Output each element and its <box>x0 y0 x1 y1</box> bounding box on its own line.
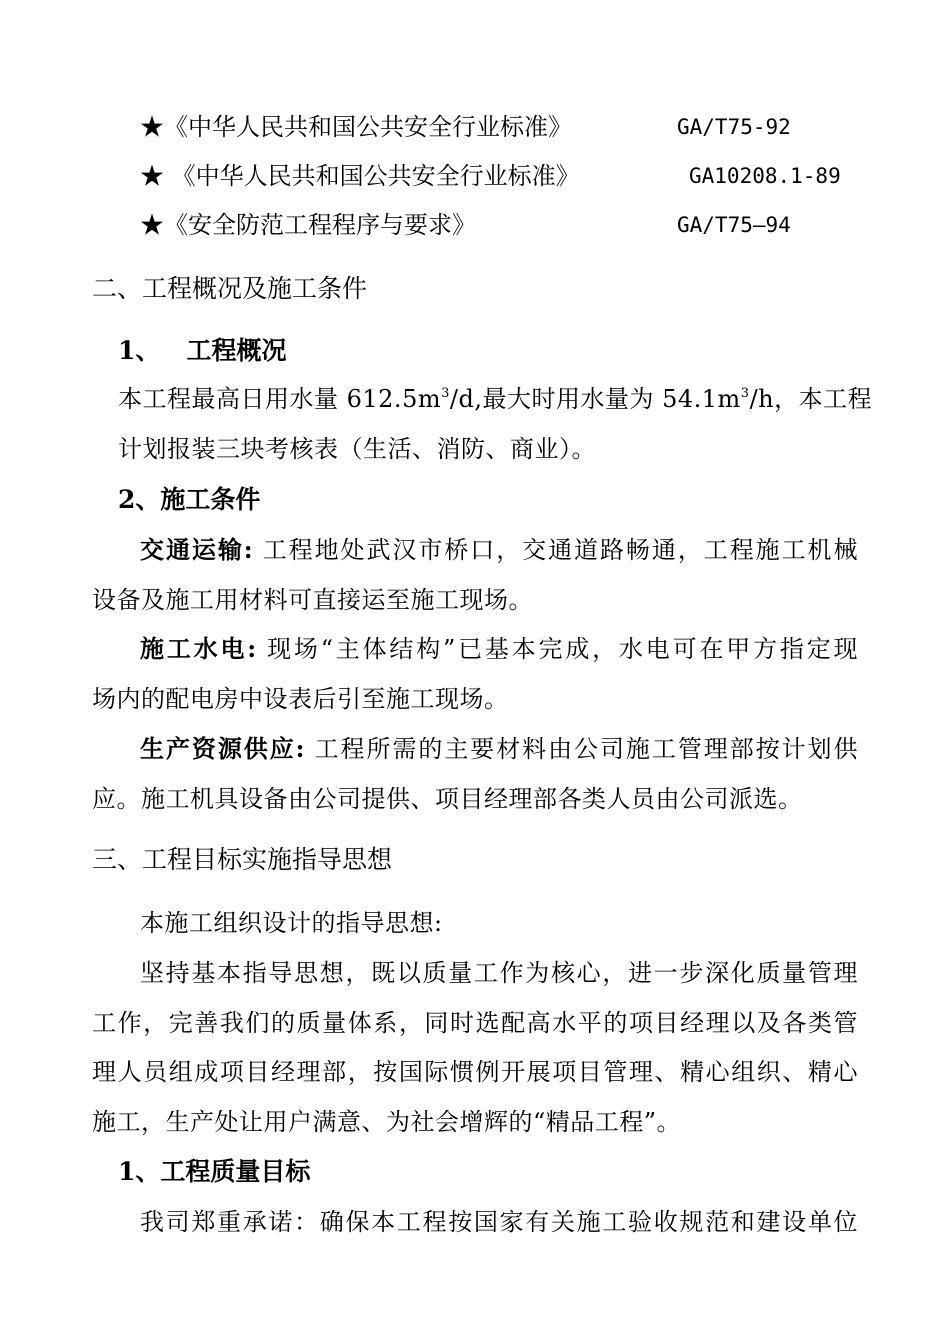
supply-paragraph-line-2: 应。施工机具设备由公司提供、项目经理部各类人员由公司派选。 <box>92 785 803 813</box>
guideline-paragraph-line-2: 工作，完善我们的质量体系，同时选配高水平的项目经理以及各类管 <box>92 1009 858 1037</box>
overview-paragraph-line-2: 计划报装三块考核表（生活、消防、商业）。 <box>118 435 596 463</box>
water-label: 施工水电: <box>140 634 257 663</box>
standard-title: ★ 《中华人民共和国公共安全行业标准》 <box>140 162 580 190</box>
promise-paragraph-line-1: 我司郑重承诺：确保本工程按国家有关施工验收规范和建设单位 <box>140 1208 858 1236</box>
guideline-paragraph-line-1: 坚持基本指导思想，既以质量工作为核心，进一步深化质量管理 <box>140 959 858 987</box>
overview-paragraph-line-1 <box>118 384 873 414</box>
supply-label: 生产资源供应: <box>140 734 306 763</box>
section-2-1-heading <box>118 336 287 366</box>
guideline-paragraph-line-3: 理人员组成项目经理部，按国际惯例开展项目管理、精心组织、精心 <box>92 1058 858 1086</box>
text-segment: 工程所需的主要材料由公司施工管理部按计划供 <box>305 735 858 763</box>
superscript: 3 <box>740 386 750 401</box>
superscript: 3 <box>441 386 450 401</box>
text-segment: 工程地处武汉市桥口，交通道路畅通，工程施工机械 <box>253 536 858 564</box>
water-paragraph-line-2: 场内的配电房中设表后引至施工现场。 <box>92 685 509 713</box>
traffic-paragraph-line-1 <box>140 535 858 565</box>
traffic-label: 交通运输: <box>140 535 254 564</box>
standard-code: GA/T75—94 <box>677 213 791 237</box>
standard-title: ★《安全防范工程程序与要求》 <box>140 211 476 239</box>
guideline-intro: 本施工组织设计的指导思想: <box>140 909 443 937</box>
section-2-heading: 二、工程概况及施工条件 <box>92 274 368 303</box>
text-segment: /d,最大时用水量为 54.1m <box>449 385 741 413</box>
traffic-paragraph-line-2: 设备及施工用材料可直接运至施工现场。 <box>92 586 533 614</box>
standard-code: GA/T75-92 <box>677 115 791 139</box>
guideline-paragraph-line-4: 施工，生产处让用户满意、为社会增辉的“精品工程”。 <box>92 1108 682 1136</box>
standard-item-2 <box>140 161 860 191</box>
heading-text: 1、 工程概况 <box>118 336 287 365</box>
text-segment: /h，本工程 <box>749 385 873 413</box>
text-segment: 本工程最高日用水量 612.5m <box>118 385 442 413</box>
water-paragraph-line-1 <box>140 634 858 664</box>
supply-paragraph-line-1 <box>140 734 858 764</box>
section-2-2-heading: 2、施工条件 <box>118 485 261 514</box>
section-3-1-heading: 1、工程质量目标 <box>118 1157 311 1186</box>
standard-item-3 <box>140 210 860 240</box>
text-segment: 现场“主体结构”已基本完成，水电可在甲方指定现 <box>256 635 859 663</box>
section-3-heading: 三、工程目标实施指导思想 <box>92 845 393 874</box>
standard-item-1 <box>140 112 860 142</box>
standard-code: GA10208.1-89 <box>689 164 841 188</box>
standard-title: ★《中华人民共和国公共安全行业标准》 <box>140 113 572 141</box>
